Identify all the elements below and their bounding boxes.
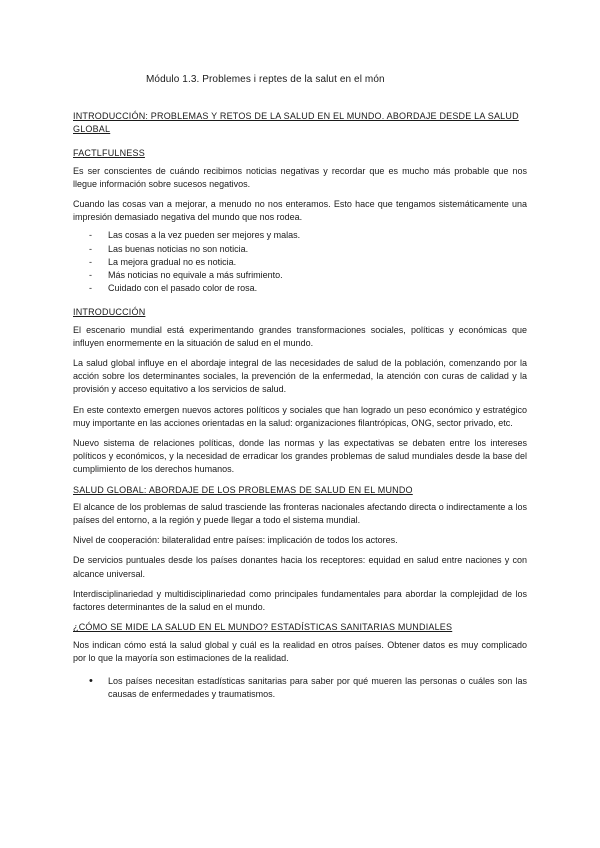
main-heading: INTRODUCCIÓN: PROBLEMAS Y RETOS DE LA SALUD EN EL MUNDO. ABORDAJE DESDE LA SALUD GLOBAL (73, 111, 519, 135)
list-item: • Los países necesitan estadísticas sanitarias para saber por qué mueren las personas o cuáles son las causas de enfermedades y traumatismos. (73, 675, 527, 701)
paragraph: Nuevo sistema de relaciones políticas, donde las normas y las expectativas se debaten entre los intereses políticos y económicos, y la necesidad de erradicar los grandes problemas de salud mundiales desde la base del cumplimiento de los derechos humanos. (73, 438, 527, 475)
section-introduccion (73, 306, 527, 476)
list-item: - Las cosas a la vez pueden ser mejores y malas. (73, 229, 527, 242)
dash-list (73, 229, 527, 295)
section-heading: SALUD GLOBAL: ABORDAJE DE LOS PROBLEMAS DE SALUD EN EL MUNDO (73, 484, 413, 495)
section-heading: FACTLFULNESS (73, 148, 145, 159)
paragraph: El escenario mundial está experimentando grandes transformaciones sociales, políticas y económicas que influyen enormemente en la situación de salud en el mundo. (73, 324, 527, 348)
paragraph: Cuando las cosas van a mejorar, a menudo no nos enteramos. Esto hace que tengamos sistemáticamente una impresión demasiado negativa del mundo que nos rodea. (73, 199, 527, 223)
paragraph: La salud global influye en el abordaje integral de las necesidades de salud de la población, comenzando por la acción sobre los determinantes sociales, la prevención de la enfermedad, la atención con curas de calidad y la provisión y acceso equitativo a los servicios de salud. (73, 358, 527, 395)
list-item: - Las buenas noticias no son noticia. (73, 243, 527, 256)
document-body (73, 110, 527, 701)
list-item: - Cuidado con el pasado color de rosa. (73, 282, 527, 295)
section-estadisticas (73, 621, 527, 701)
paragraph: En este contexto emergen nuevos actores políticos y sociales que han logrado un peso económico y estratégico muy importante en las acciones orientadas en la salud: organizaciones filantrópicas, ONG, sector privado, etc. (73, 404, 527, 428)
list-item: - Más noticias no equivale a más sufrimiento. (73, 269, 527, 282)
bullet-list (73, 675, 527, 701)
paragraph: Es ser conscientes de cuándo recibimos noticias negativas y recordar que es mucho más probable que nos llegue información sobre sucesos negativos. (73, 165, 527, 189)
section-factfulness (73, 147, 527, 295)
paragraph: Nos indican cómo está la salud global y cuál es la realidad en otros países. Obtener datos es muy complicado por lo que la mayoría son estimaciones de la realidad. (73, 639, 527, 663)
paragraph: El alcance de los problemas de salud trasciende las fronteras nacionales afectando directa o indirectamente a los países del entorno, a la región y puede llegar a todo el sistema mundial. (73, 501, 527, 526)
section-heading: ¿CÓMO SE MIDE LA SALUD EN EL MUNDO? ESTADÍSTICAS SANITARIAS MUNDIALES (73, 622, 453, 633)
section-heading: INTRODUCCIÓN (73, 307, 146, 318)
module-title: Módulo 1.3. Problemes i reptes de la salut en el món (146, 74, 385, 85)
paragraph: Interdisciplinariedad y multidisciplinariedad como principales fundamentales para abordar la complejidad de los factores determinantes de la salud en el mundo. (73, 588, 527, 613)
paragraph: Nivel de cooperación: bilateralidad entre países: implicación de todos los actores. (73, 535, 398, 546)
section-salud-global (73, 484, 527, 615)
list-item: - La mejora gradual no es noticia. (73, 256, 527, 269)
paragraph: De servicios puntuales desde los países donantes hacia los receptores: equidad en salud entre naciones y con alcance universal. (73, 555, 527, 579)
